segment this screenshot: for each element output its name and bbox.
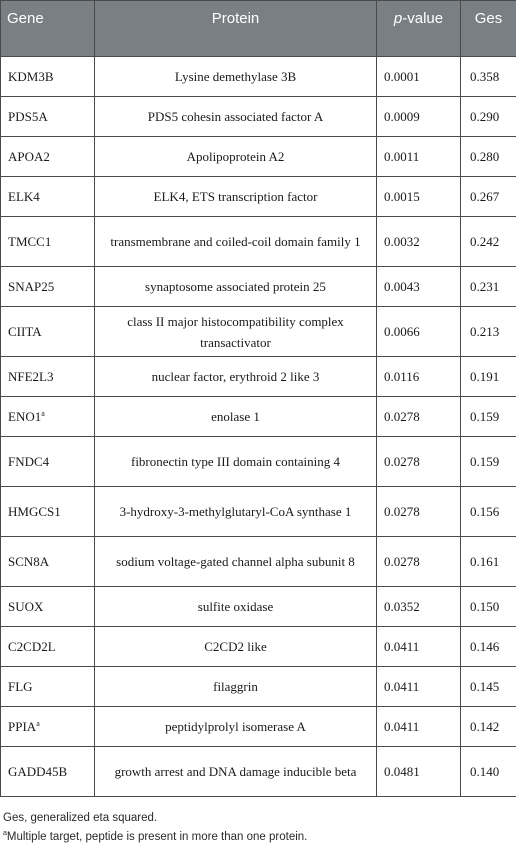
gene-cell — [1, 97, 95, 137]
ges-cell: 0.146 — [461, 627, 516, 667]
table-row — [1, 217, 516, 267]
protein-cell: sodium voltage-gated channel alpha subunit 8 — [95, 537, 377, 587]
table-row — [1, 177, 516, 217]
protein-cell: transmembrane and coiled-coil domain family 1 — [95, 217, 377, 267]
pvalue-cell: 0.0066 — [377, 307, 461, 357]
table-footnotes — [3, 810, 513, 848]
table-row — [1, 437, 516, 487]
footnote-multiple-target — [3, 829, 513, 845]
gene-symbol: TMCC1 — [8, 234, 52, 249]
gene-symbol: PPIA — [8, 719, 37, 734]
protein-cell: growth arrest and DNA damage inducible beta — [95, 747, 377, 797]
ges-cell: 0.280 — [461, 137, 516, 177]
header-pvalue — [377, 1, 461, 57]
protein-cell: peptidylprolyl isomerase A — [95, 707, 377, 747]
table-row — [1, 587, 516, 627]
ges-cell: 0.159 — [461, 437, 516, 487]
gene-symbol: SUOX — [8, 599, 44, 614]
ges-cell: 0.242 — [461, 217, 516, 267]
gene-cell — [1, 307, 95, 357]
pvalue-cell: 0.0481 — [377, 747, 461, 797]
protein-cell: PDS5 cohesin associated factor A — [95, 97, 377, 137]
pvalue-cell: 0.0015 — [377, 177, 461, 217]
protein-cell: Lysine demethylase 3B — [95, 57, 377, 97]
gene-symbol: SNAP25 — [8, 279, 55, 294]
pvalue-cell: 0.0411 — [377, 707, 461, 747]
gene-cell — [1, 587, 95, 627]
gene-symbol: PDS5A — [8, 109, 48, 124]
gene-cell — [1, 267, 95, 307]
protein-cell: synaptosome associated protein 25 — [95, 267, 377, 307]
ges-cell: 0.267 — [461, 177, 516, 217]
protein-cell: C2CD2 like — [95, 627, 377, 667]
pvalue-cell: 0.0116 — [377, 357, 461, 397]
ges-cell: 0.142 — [461, 707, 516, 747]
protein-cell: sulfite oxidase — [95, 587, 377, 627]
gene-symbol: NFE2L3 — [8, 369, 54, 384]
ges-cell: 0.191 — [461, 357, 516, 397]
footnote-abbreviation: Ges, generalized eta squared. — [3, 812, 158, 824]
table-row — [1, 397, 516, 437]
header-protein: Protein — [95, 1, 377, 57]
gene-cell — [1, 747, 95, 797]
ges-cell: 0.358 — [461, 57, 516, 97]
header-gene: Gene — [1, 1, 95, 57]
table-row — [1, 627, 516, 667]
ges-cell: 0.161 — [461, 537, 516, 587]
gene-symbol: APOA2 — [8, 149, 50, 164]
protein-cell: filaggrin — [95, 667, 377, 707]
gene-cell — [1, 137, 95, 177]
gene-symbol: FLG — [8, 679, 33, 694]
table-row — [1, 357, 516, 397]
gene-cell — [1, 667, 95, 707]
table-row — [1, 97, 516, 137]
ges-cell: 0.159 — [461, 397, 516, 437]
pvalue-cell: 0.0011 — [377, 137, 461, 177]
protein-cell: class II major histocompatibility complex transactivator — [95, 307, 377, 357]
gene-symbol: KDM3B — [8, 69, 54, 84]
pvalue-cell: 0.0278 — [377, 437, 461, 487]
table-row — [1, 57, 516, 97]
gene-symbol: FNDC4 — [8, 454, 50, 469]
protein-cell: nuclear factor, erythroid 2 like 3 — [95, 357, 377, 397]
ges-cell: 0.213 — [461, 307, 516, 357]
gene-symbol: GADD45B — [8, 764, 68, 779]
footnote-marker: a — [3, 830, 7, 837]
table-row — [1, 267, 516, 307]
pvalue-cell: 0.0043 — [377, 267, 461, 307]
table-row — [1, 707, 516, 747]
protein-cell: 3-hydroxy-3-methylglutaryl-CoA synthase 1 — [95, 487, 377, 537]
protein-cell: fibronectin type III domain containing 4 — [95, 437, 377, 487]
ges-cell: 0.231 — [461, 267, 516, 307]
table-row — [1, 747, 516, 797]
header-row — [1, 1, 516, 57]
footnote-marker: a — [41, 409, 45, 418]
table-row — [1, 137, 516, 177]
table-body — [1, 57, 516, 797]
gene-cell — [1, 707, 95, 747]
gene-cell — [1, 397, 95, 437]
gene-symbol: HMGCS1 — [8, 504, 61, 519]
pvalue-cell: 0.0278 — [377, 537, 461, 587]
ges-cell: 0.290 — [461, 97, 516, 137]
pvalue-cell: 0.0009 — [377, 97, 461, 137]
gene-cell — [1, 537, 95, 587]
gene-cell — [1, 217, 95, 267]
gene-symbol: ENO1 — [8, 409, 42, 424]
gene-symbol: ELK4 — [8, 189, 40, 204]
gene-cell — [1, 627, 95, 667]
gene-cell — [1, 57, 95, 97]
pvalue-cell: 0.0278 — [377, 397, 461, 437]
pvalue-cell: 0.0032 — [377, 217, 461, 267]
pvalue-cell: 0.0001 — [377, 57, 461, 97]
ges-cell: 0.156 — [461, 487, 516, 537]
protein-cell: ELK4, ETS transcription factor — [95, 177, 377, 217]
pvalue-cell: 0.0278 — [377, 487, 461, 537]
ges-cell: 0.145 — [461, 667, 516, 707]
gene-symbol: CIITA — [8, 324, 42, 339]
pvalue-cell: 0.0411 — [377, 627, 461, 667]
ges-cell: 0.150 — [461, 587, 516, 627]
gene-cell — [1, 357, 95, 397]
footnote-marker: a — [36, 719, 40, 728]
gene-cell — [1, 437, 95, 487]
header-pvalue-italic: p — [393, 10, 403, 27]
pvalue-cell: 0.0411 — [377, 667, 461, 707]
table-row — [1, 667, 516, 707]
protein-cell: Apolipoprotein A2 — [95, 137, 377, 177]
pvalue-cell: 0.0352 — [377, 587, 461, 627]
table-row — [1, 537, 516, 587]
protein-cell: enolase 1 — [95, 397, 377, 437]
gene-cell — [1, 177, 95, 217]
table-row — [1, 307, 516, 357]
gene-symbol: C2CD2L — [8, 639, 56, 654]
gene-cell — [1, 487, 95, 537]
gene-symbol: SCN8A — [8, 554, 50, 569]
footnote-text: Multiple target, peptide is present in more than one protein. — [6, 831, 308, 843]
header-pvalue-rest: -value — [402, 10, 444, 27]
table-row — [1, 487, 516, 537]
header-ges: Ges — [461, 1, 516, 57]
ges-cell: 0.140 — [461, 747, 516, 797]
